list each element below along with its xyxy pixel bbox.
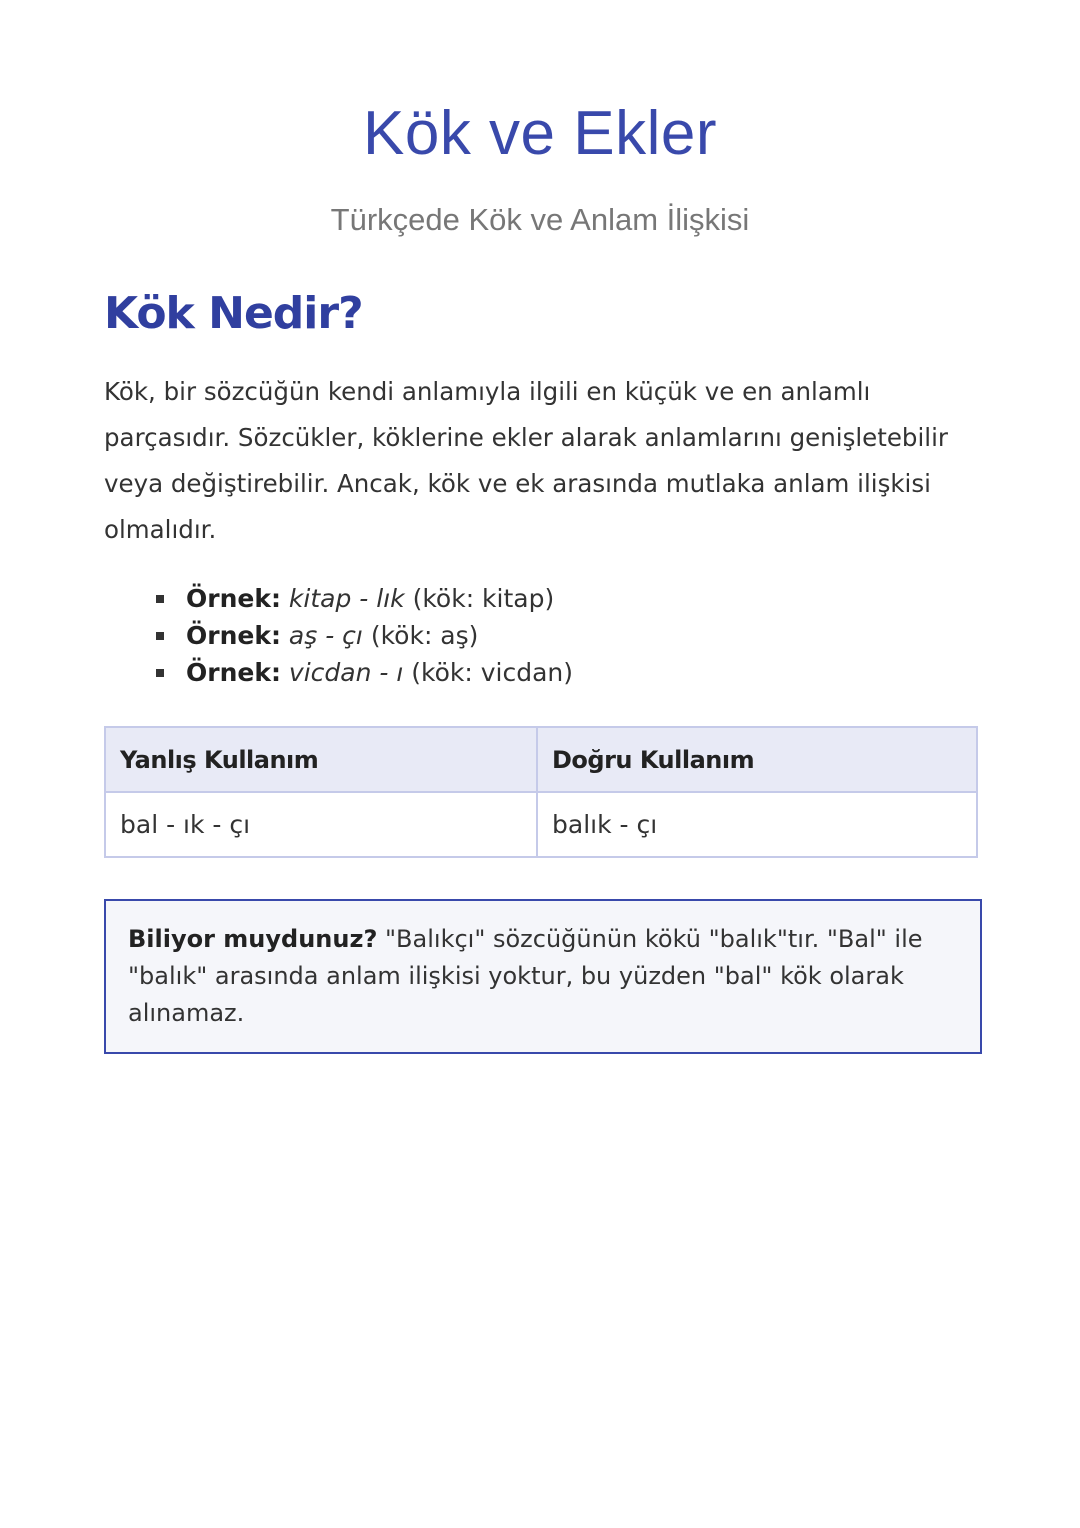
page-title: Kök ve Ekler [362, 99, 718, 168]
table-header-row [105, 727, 977, 792]
page-subtitle: Türkçede Kök ve Anlam İlişkisi [330, 202, 750, 237]
cell-correct: balık - çı [537, 792, 977, 857]
callout-label: Biliyor muydunuz? [128, 925, 378, 953]
example-word: vicdan - ı [288, 658, 404, 687]
bullet-icon [156, 632, 164, 640]
example-note: (kök: aş) [370, 621, 479, 650]
example-label: Örnek: [186, 584, 281, 613]
example-label: Örnek: [186, 658, 281, 687]
section-heading: Kök Nedir? [104, 288, 363, 339]
list-item [104, 617, 573, 654]
example-word: aş - çı [288, 621, 363, 650]
cell-wrong: bal - ık - çı [105, 792, 537, 857]
header-wrong-usage: Yanlış Kullanım [105, 727, 537, 792]
callout-text: "Balıkçı" sözcüğünün kökü "balık"tır. "Bal" ile "balık" arasında anlam ilişkisi yoktur, bu yüzden "bal" kök olarak alınamaz. [128, 925, 923, 1027]
examples-list [104, 580, 573, 691]
list-item [104, 580, 573, 617]
info-callout [104, 899, 982, 1054]
usage-table [104, 726, 978, 858]
example-note: (kök: kitap) [412, 584, 555, 613]
header-correct-usage: Doğru Kullanım [537, 727, 977, 792]
bullet-icon [156, 595, 164, 603]
list-item [104, 654, 573, 691]
table-row [105, 792, 977, 857]
example-note: (kök: vicdan) [411, 658, 574, 687]
example-label: Örnek: [186, 621, 281, 650]
section-paragraph: Kök, bir sözcüğün kendi anlamıyla ilgili en küçük ve en anlamlı parçasıdır. Sözcükler, köklerine ekler alarak anlamlarını genişletebilir veya değiştirebilir. Ancak, kök ve ek arasında mutlaka anlam ilişkisi olmalıdır. [104, 377, 948, 544]
example-word: kitap - lık [288, 584, 405, 613]
bullet-icon [156, 669, 164, 677]
